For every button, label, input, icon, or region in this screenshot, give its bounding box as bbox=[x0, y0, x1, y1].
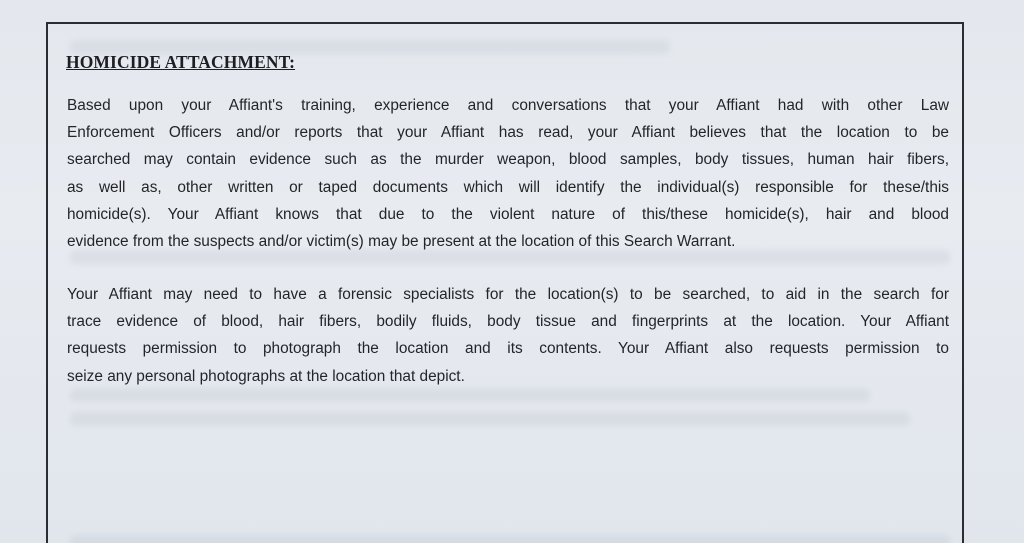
paragraph-affiant-beliefs bbox=[67, 92, 949, 255]
text-line: Enforcement Officers and/or reports that your Affiant has read, your Affiant believes that the location to be bbox=[67, 124, 949, 142]
text-line: requests permission to photograph the location and its contents. Your Affiant also requests permission to bbox=[67, 340, 949, 358]
text-line: homicide(s). Your Affiant knows that due to the violent nature of this/these homicide(s), hair and blood bbox=[67, 205, 949, 223]
text-line: as well as, other written or taped documents which will identify the individual(s) responsible for these/this bbox=[67, 178, 949, 196]
text-line: trace evidence of blood, hair fibers, bodily fluids, body tissue and fingerprints at the location. Your Affiant bbox=[67, 313, 949, 331]
section-heading: HOMICIDE ATTACHMENT: bbox=[66, 52, 296, 72]
paragraph-forensic-request bbox=[67, 281, 949, 390]
text-line: Based upon your Affiant's training, experience and conversations that your Affiant had with other Law bbox=[67, 97, 949, 114]
text-line: searched may contain evidence such as the murder weapon, blood samples, body tissues, human hair fibers, bbox=[67, 151, 949, 169]
text-line: seize any personal photographs at the location that depict. bbox=[67, 367, 465, 385]
text-line: evidence from the suspects and/or victim(s) may be present at the location of this Search Warrant. bbox=[67, 232, 736, 250]
text-line: Your Affiant may need to have a forensic specialists for the location(s) to be searched, to aid in the search for bbox=[67, 286, 949, 303]
